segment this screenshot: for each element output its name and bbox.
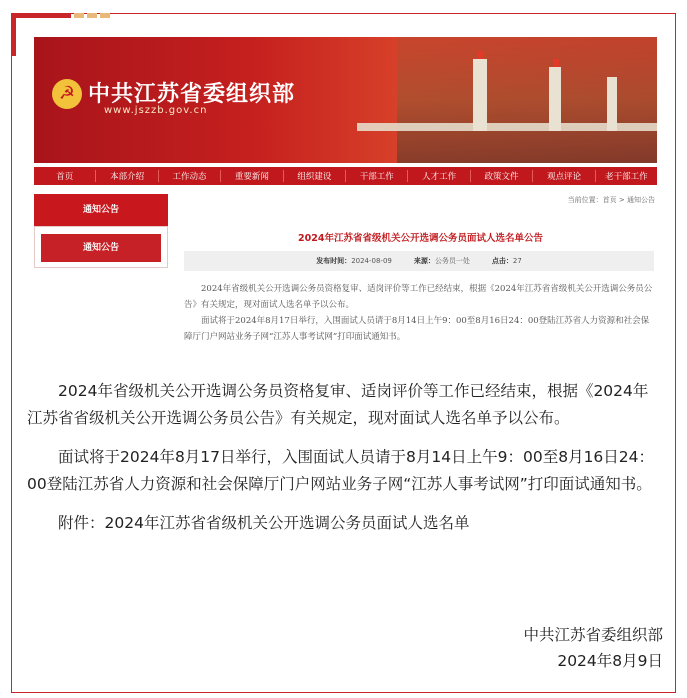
nav-item-organization[interactable]: 组织建设 — [284, 170, 346, 182]
document-paragraph: 2024年省级机关公开选调公务员资格复审、适岗评价等工作已经结束，根据《2024年江苏省省级机关公开选调公务员公告》有关规定，现对面试人选名单予以公布。 — [184, 284, 653, 310]
flag-icon — [553, 59, 559, 67]
bridge-tower — [607, 77, 617, 131]
sidebar-item-notices[interactable]: 通知公告 — [41, 234, 161, 262]
document-title: 2024年江苏省省级机关公开选调公务员面试人选名单公告 — [298, 233, 543, 244]
nav-item-work-news[interactable]: 工作动态 — [159, 170, 221, 182]
site-url[interactable]: www.jszzb.gov.cn — [104, 105, 208, 116]
breadcrumb: 当前位置：首页 > 通知公告 — [567, 196, 655, 204]
nav-item-home[interactable]: 首页 — [34, 170, 96, 182]
nav-item-opinion[interactable]: 观点评论 — [533, 170, 595, 182]
corner-side-decoration — [11, 18, 16, 56]
document-meta — [184, 251, 654, 271]
article-attachment[interactable]: 附件：2024年江苏省省级机关公开选调公务员面试人选名单 — [58, 514, 470, 532]
sidebar-menu — [34, 226, 168, 268]
party-emblem-icon: ☭ — [52, 79, 82, 109]
corner-dots-decoration — [74, 13, 112, 18]
signature-date: 2024年8月9日 — [557, 652, 663, 670]
embedded-screenshot — [34, 37, 657, 365]
site-title[interactable]: 中共江苏省委组织部 — [88, 82, 296, 107]
document-paragraph: 面试将于2024年8月17日举行，入围面试人员请于8月14日上午9：00至8月16日24：00登陆江苏省人力资源和社会保障厅门户网站业务子网“江苏人事考试网”打印面试通知书。 — [184, 316, 650, 342]
sidebar-heading: 通知公告 — [34, 194, 168, 226]
signature — [523, 622, 663, 674]
nav-item-important-news[interactable]: 重要新闻 — [221, 170, 283, 182]
main-nav — [34, 167, 657, 185]
nav-item-cadre[interactable]: 干部工作 — [346, 170, 408, 182]
nav-item-talent[interactable]: 人才工作 — [408, 170, 470, 182]
nav-item-veteran[interactable]: 老干部工作 — [605, 172, 648, 182]
nav-item-policy[interactable]: 政策文件 — [471, 170, 533, 182]
site-banner — [34, 37, 657, 163]
article-paragraph: 面试将于2024年8月17日举行，入围面试人员请于8月14日上午9：00至8月16日24：00登陆江苏省人力资源和社会保障厅门户网站业务子网“江苏人事考试网”打印面试通知书。 — [27, 448, 655, 493]
bridge-tower — [549, 67, 561, 131]
article-body — [27, 378, 663, 549]
article-paragraph: 2024年省级机关公开选调公务员资格复审、适岗评价等工作已经结束，根据《2024年江苏省省级机关公开选调公务员公告》有关规定，现对面试人选名单予以公布。 — [27, 382, 649, 427]
banner-photo — [397, 37, 657, 163]
corner-decoration — [11, 13, 71, 18]
bridge-tower — [473, 59, 487, 131]
source: 来源：公务员一处 — [413, 257, 470, 265]
nav-item-about[interactable]: 本部介绍 — [96, 170, 158, 182]
publish-date: 发布时间：2024-08-09 — [316, 257, 392, 265]
document-body — [184, 281, 656, 345]
flag-icon — [478, 51, 484, 59]
signature-org: 中共江苏省委组织部 — [523, 626, 663, 644]
click-count: 点击：27 — [491, 257, 522, 265]
